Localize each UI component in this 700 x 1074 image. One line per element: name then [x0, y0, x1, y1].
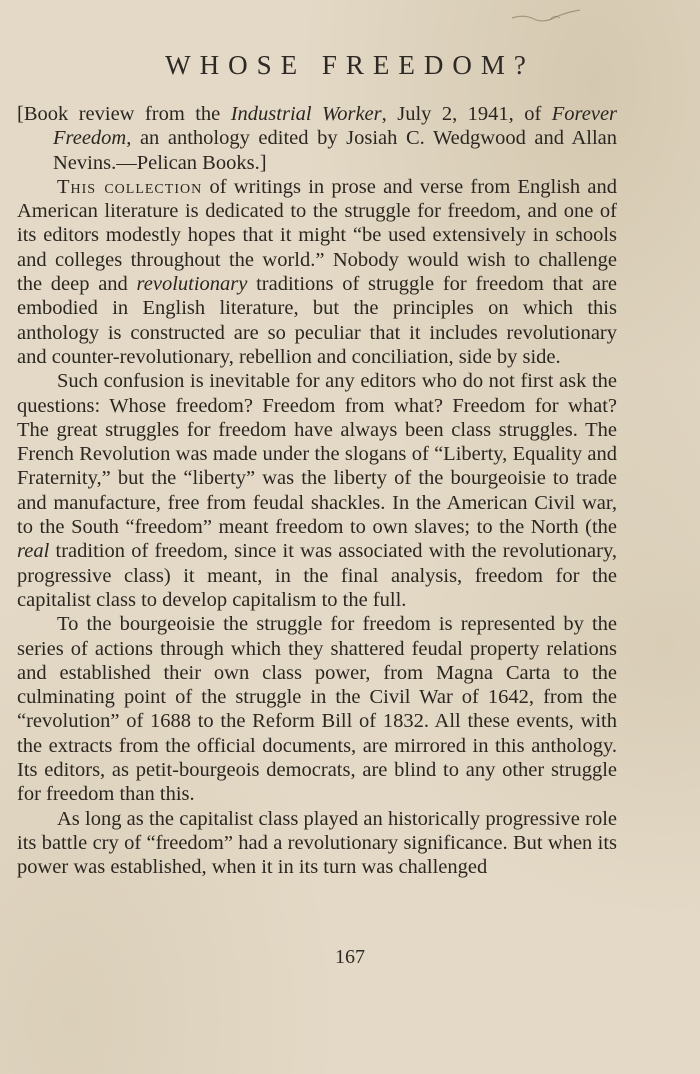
paragraph-text: of writings in prose and verse from English and American literature is dedicated to the struggle for freedom, and one of its editors modestly hopes that it might “be used extensively in schools and colleges throughout the world.” Nobody would wish to challenge the deep and	[17, 175, 618, 296]
paragraph-emphasis: revolutionary	[136, 273, 248, 296]
paragraph-text: As long as the capitalist class played an historically progressive role its battle cry of “freedom” had a revolutionary significance. But when its power was established, when it in its turn was challenged	[17, 807, 617, 879]
paragraph-text: tradition of freedom, since it was associated with the revolutionary, progressive class) it meant, in the final analysis, freedom for the capitalist class to develop capitalism to the full.	[17, 540, 617, 611]
paragraph-text: traditions of struggle for freedom that are embodied in English literature, but the principles on which this anthology is constructed are so peculiar that it includes revolutionary and counter-revolutionary, rebellion and conciliation, side by side.	[17, 273, 617, 368]
page-number: 167	[335, 946, 365, 968]
ink-smudge-decoration	[510, 4, 590, 26]
paragraph-1	[17, 175, 617, 369]
editorial-note	[17, 102, 617, 175]
paragraph-4	[17, 807, 617, 880]
note-book-title: Forever Freedom	[53, 103, 618, 150]
paragraph-2	[17, 369, 617, 612]
paragraph-3	[17, 612, 617, 806]
note-text: , an anthology edited by Josiah C. Wedgwood and Allan Nevins.—Pelican Books.]	[53, 127, 617, 174]
paragraph-lead-small-caps: This collection	[57, 175, 203, 198]
paragraph-text: To the bourgeoisie the struggle for freedom is represented by the series of actions through which they shattered feudal property relations and established their own class power, from Magna Carta to the culminating point of the struggle in the Civil War of 1642, from the “revolution” of 1688 to the Reform Bill of 1832. All these events, with the extracts from the official documents, are mirrored in this anthology. Its editors, as petit-bourgeois democrats, are blind to any other struggle for freedom than this.	[17, 613, 617, 806]
note-text: , July 2, 1941, of	[381, 103, 552, 125]
body-text	[17, 102, 617, 880]
page-title: WHOSE FREEDOM?	[165, 50, 535, 80]
note-publication-title: Industrial Worker	[230, 103, 382, 125]
paragraph-emphasis: real	[17, 540, 50, 563]
note-text: [Book review from the	[17, 103, 231, 125]
paragraph-text: Such confusion is inevitable for any editors who do not first ask the questions: Whose freedom? Freedom from what? Freedom for what? The great struggles for freedom have always been class struggles. The French Revolution was made under the slogans of “Liberty, Equality and Fraternity,” but the “liberty” was the liberty of the bourgeoisie to trade and manufacture, free from feudal shackles. In the American Civil war, to the South “freedom” meant freedom to own slaves; to the North (the	[17, 370, 617, 539]
